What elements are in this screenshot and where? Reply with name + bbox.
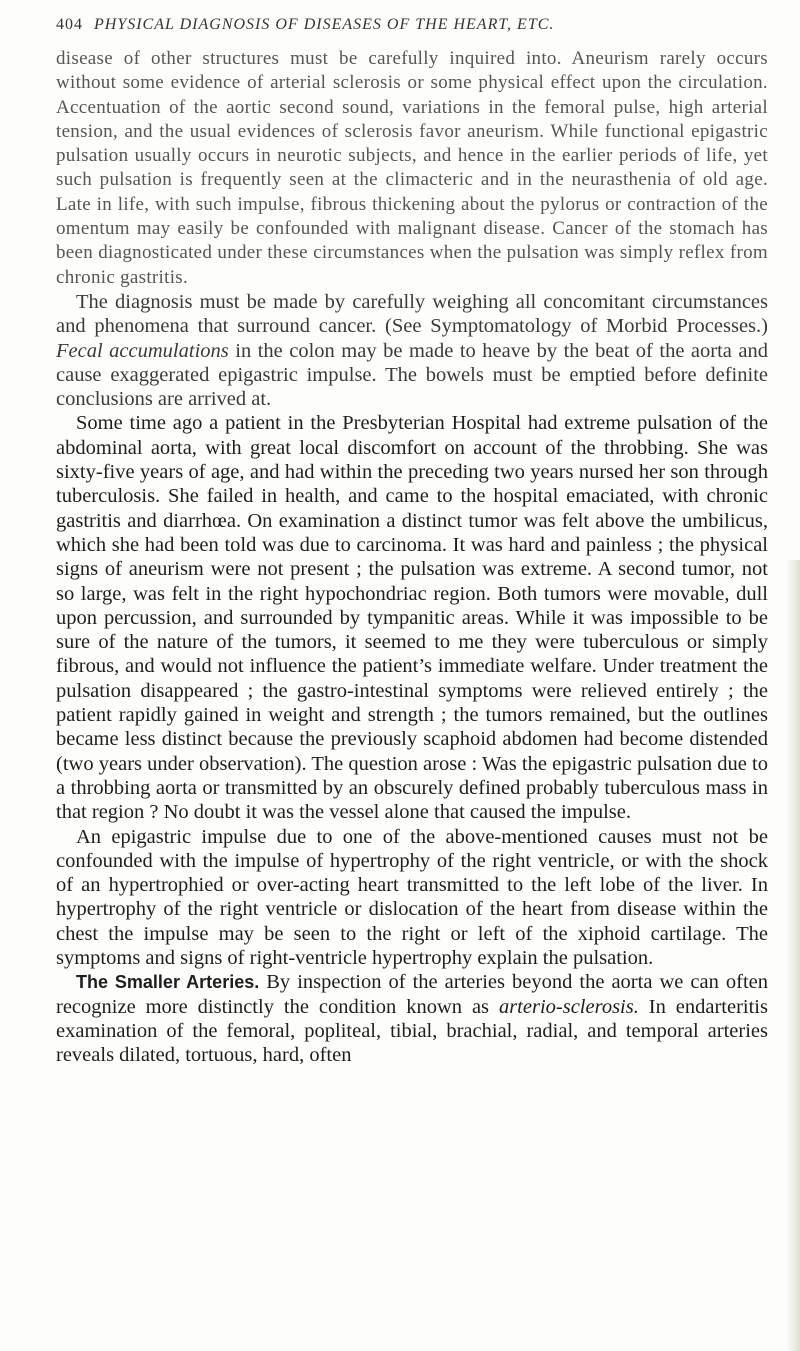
running-head [56,16,776,34]
page-edge-shadow [786,560,800,1351]
body-text [56,47,768,1067]
paragraph-smaller-arteries [56,970,768,1067]
section-heading-smaller-arteries: The Smaller Arteries. [76,972,260,993]
paragraph-smaller-arteries-part2: In endarteritis examination of the femoral, popliteal, tibial, brachial, radial, and temporal arteries reveals dilated, tortuous, hard, often [56,995,768,1067]
running-title: PHYSICAL DIAGNOSIS OF DISEASES OF THE HEART, ETC. [94,16,555,33]
paragraph-epigastric-impulse: An epigastric impulse due to one of the above-mentioned causes must not be confounded with the impulse of hypertrophy of the right ventricle, or with the shock of an hypertrophied or over-acting heart transmitted to the left lobe of the liver. In hypertrophy of the right ventricle or dislocation of the heart from disease within the chest the impulse may be seen to the right or left of the xiphoid cartilage. The symptoms and signs of right-ventricle hypertrophy explain the pulsation. [56,825,768,969]
page-number: 404 [56,16,83,33]
paragraph-diagnosis [56,290,768,411]
paragraph-diagnosis-part2: in the colon may be made to heave by the beat of the aorta and cause exaggerated epigastric impulse. The bowels must be emptied before definite conclusions are arrived at. [56,339,768,411]
paragraph-aneurism-evidence: disease of other structures must be carefully inquired into. Aneurism rarely occurs without some evidence of arterial sclerosis or some physical effect upon the circulation. Accentuation of the aortic second sound, variations in the femoral pulse, high arterial tension, and the usual evidences of sclerosis favor aneurism. While functional epigastric pulsation usually occurs in neurotic subjects, and hence in the earlier periods of life, yet such pulsation is frequently seen at the climacteric and in the neurasthenia of old age. Late in life, with such impulse, fibrous thickening about the pylorus or contraction of the omentum may easily be confounded with malignant disease. Cancer of the stomach has been diagnosticated under these circumstances when the pulsation was simply reflex from chronic gastritis. [56,48,768,288]
arterio-sclerosis-term: arterio-sclerosis. [498,995,639,1018]
paragraph-case-report: Some time ago a patient in the Presbyterian Hospital had extreme pulsation of the abdominal aorta, with great local discomfort on account of the throbbing. She was sixty-five years of age, and had within the preceding two years nursed her son through tuberculosis. She failed in health, and came to the hospital emaciated, with chronic gastritis and diarrhœa. On examination a distinct tumor was felt above the umbilicus, which she had been told was due to carcinoma. It was hard and painless ; the physical signs of aneurism were not present ; the pulsation was extreme. A second tumor, not so large, was felt in the right hypochondriac region. Both tumors were movable, dull upon percussion, and surrounded by tympanitic areas. While it was impossible to be sure of the nature of the tumors, it seemed to me they were tuberculous or simply fibrous, and would not influence the patient’s immediate welfare. Under treatment the pulsation disappeared ; the gastro-intestinal symptoms were relieved entirely ; the patient rapidly gained in weight and strength ; the tumors remained, but the outlines became less distinct because the previously scaphoid abdomen had become distended (two years under observation). The question arose : Was the epigastric pulsation due to a throbbing aorta or transmitted by an obscurely defined probably tuberculous mass in that region ? No doubt it was the vessel alone that caused the impulse. [56,412,768,824]
paragraph-diagnosis-part1: The diagnosis must be made by carefully weighing all concomitant circumstances and phenomena that surround cancer. (See Symptomatology of Morbid Processes.) [56,290,768,338]
fecal-accumulations-term: Fecal accumulations [56,339,229,362]
paragraph-smaller-arteries-part1: By inspection of the arteries beyond the aorta we can often recognize more distinctly the condition known as [56,971,768,1018]
